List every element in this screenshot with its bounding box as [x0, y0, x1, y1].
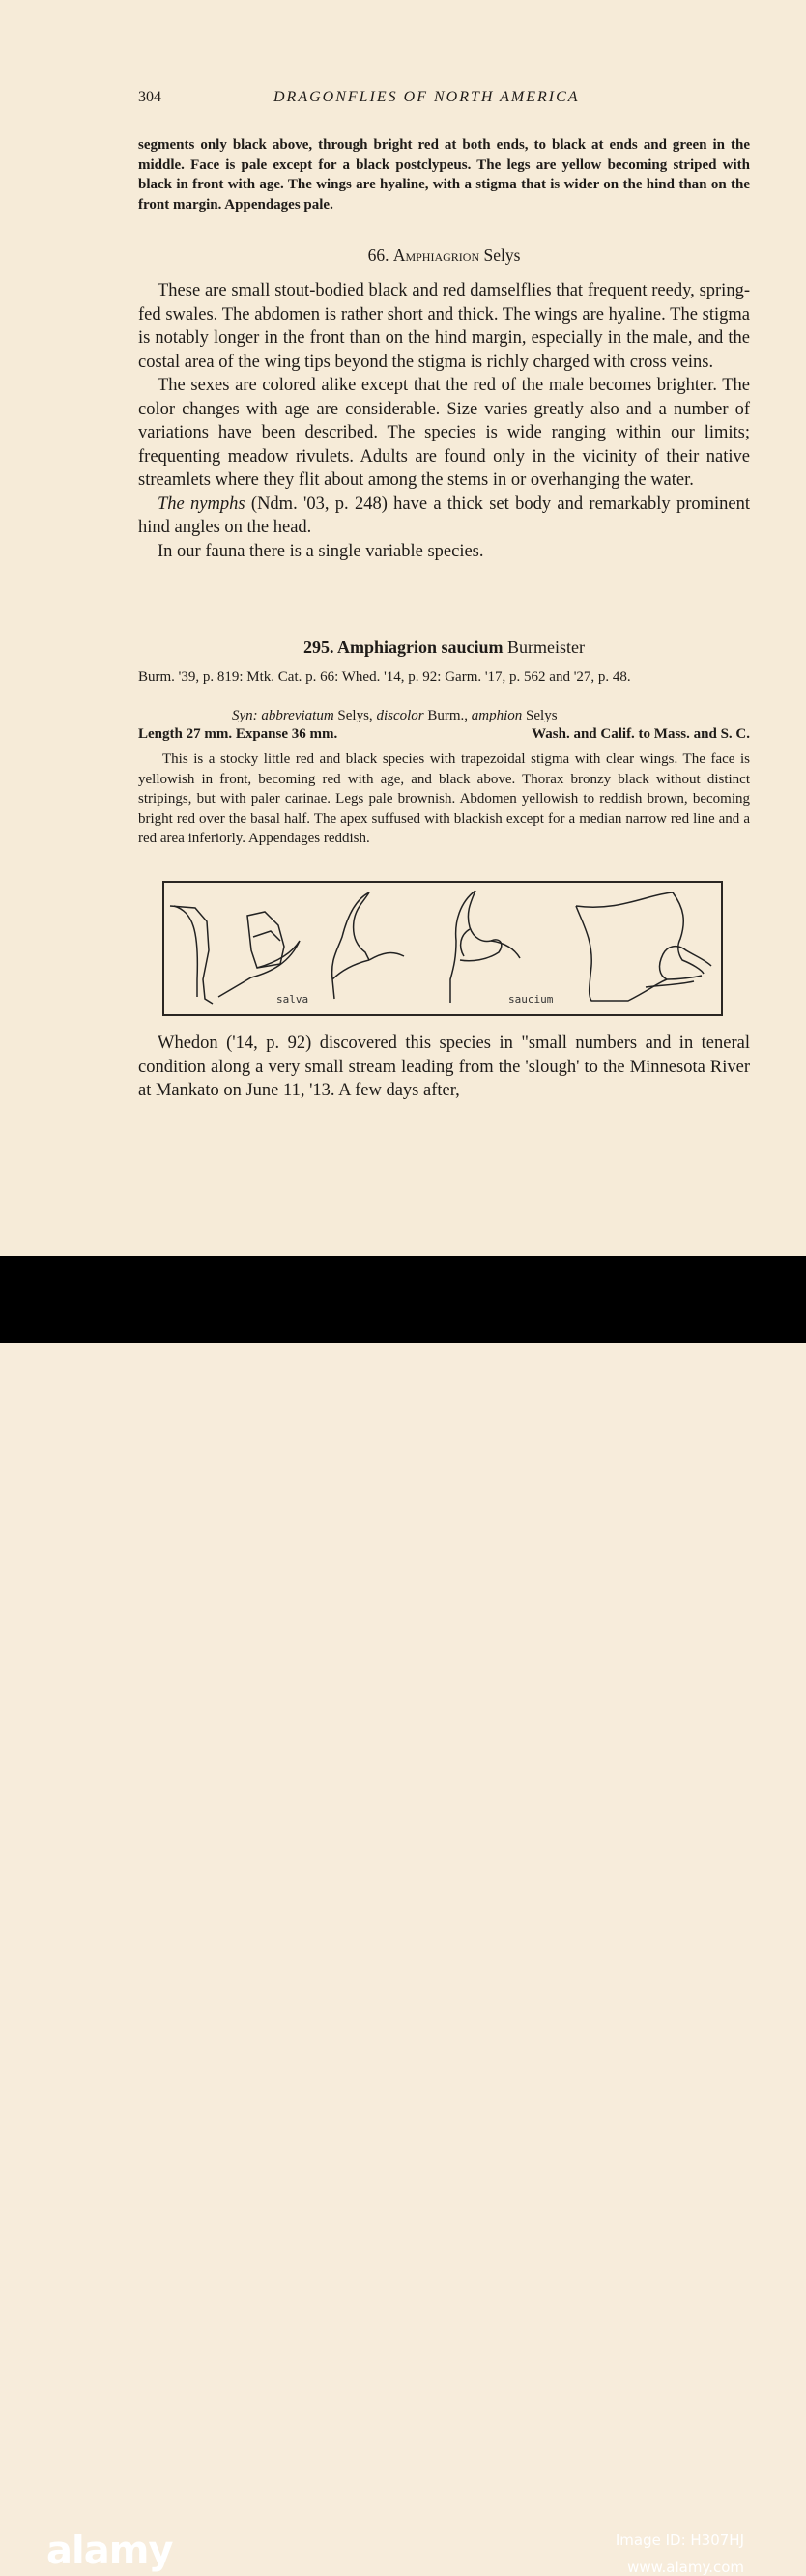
page-number: 304	[138, 89, 161, 105]
nymphs-paragraph	[138, 493, 750, 540]
nymphs-label: The nymphs	[158, 494, 245, 514]
syn-label: Syn:	[232, 708, 258, 723]
book-page	[0, 0, 806, 1256]
alamy-logo: alamy	[46, 2529, 173, 2573]
figure-label-salva: salva	[276, 993, 309, 1005]
watermark-footer	[0, 1256, 806, 2576]
running-title: DRAGONFLIES OF NORTH AMERICA	[273, 89, 580, 105]
page-header	[138, 89, 749, 112]
genus-paragraph: The sexes are colored alike except that the red of the male becomes brighter. The color changes with age are considerable. Size varies greatly also and a number of variations have been described. The species is wide ranging within our limits; frequenting meadow rivulets. Adults are found only in the vicinity of their native streamlets where they flit about among the stems in or overhanging the water.	[138, 376, 750, 490]
description-text: This is a stocky little red and black species with trapezoidal stigma with clear wings. The face is yellowish in front, becoming red with age, and black above. Thorax bronzy black without distinct stripings, but with paler carinae. Legs pale brownish. Abdomen yellowish to reddish brown, becoming bright red over the basal half. The apex suffused with blackish except for a median narrow red line and a red area inferiorly. Appendages reddish.	[138, 751, 750, 847]
figure-label-saucium: saucium	[508, 993, 554, 1005]
syn-author: Selys	[522, 708, 558, 723]
syn-name: discolor	[376, 708, 424, 723]
genus-author: Selys	[483, 245, 521, 265]
species-name: 295. Amphiagrion saucium	[302, 637, 504, 657]
measurements-row	[138, 726, 750, 743]
syn-name: abbreviatum	[261, 708, 334, 723]
references-text: Burm. '39, p. 819: Mtk. Cat. p. 66: Whed. '14, p. 92: Garm. '17, p. 562 and '27, p. 48.	[138, 669, 631, 685]
species-author: Burmeister	[507, 637, 586, 657]
image-id: Image ID: H307HJ	[615, 2532, 744, 2549]
fauna-paragraph: In our fauna there is a single variable species.	[158, 541, 484, 561]
species-description	[138, 750, 750, 849]
appendages-figure	[162, 881, 723, 1016]
genus-description	[138, 279, 750, 563]
species-heading	[138, 637, 750, 658]
species-references	[138, 668, 750, 687]
synonyms	[232, 708, 558, 724]
syn-author: Selys,	[333, 708, 377, 723]
distribution: Wash. and Calif. to Mass. and S. C.	[532, 726, 750, 742]
genus-name: Amphiagrion	[392, 245, 480, 265]
genus-paragraph: These are small stout-bodied black and red damselflies that frequent reedy, spring-fed swales. The abdomen is rather short and thick. The wings are hyaline. The stigma is notably longer in the front than on the hind margin, especially in the male, and the costal area of the wing tips beyond the stigma is richly charged with cross veins.	[138, 281, 750, 372]
length-expanse: Length 27 mm. Expanse 36 mm.	[138, 726, 338, 742]
genus-number: 66.	[367, 245, 389, 265]
closing-paragraph	[138, 1032, 750, 1103]
appendages-drawing	[164, 883, 721, 1014]
genus-heading	[138, 245, 750, 266]
syn-author: Burm.,	[423, 708, 472, 723]
closing-text: Whedon ('14, p. 92) discovered this species in "small numbers and in teneral condition along a very small stream leading from the 'slough' to the Minnesota River at Mankato on June 11, '13. A few days after,	[138, 1033, 750, 1100]
syn-name: amphion	[471, 708, 523, 723]
continuation-paragraph: segments only black above, through bright red at both ends, to black at ends and green in the middle. Face is pale except for a black postclypeus. The legs are yellow becoming striped with black in front with age. The wings are hyaline, with a stigma that is wider on the hind than on the front margin. Appendages pale.	[138, 137, 750, 212]
website-url: www.alamy.com	[627, 2559, 744, 2576]
nymphs-text: (Ndm. '03, p. 248) have a thick set body and remarkably prominent hind angles on the head.	[138, 494, 750, 537]
